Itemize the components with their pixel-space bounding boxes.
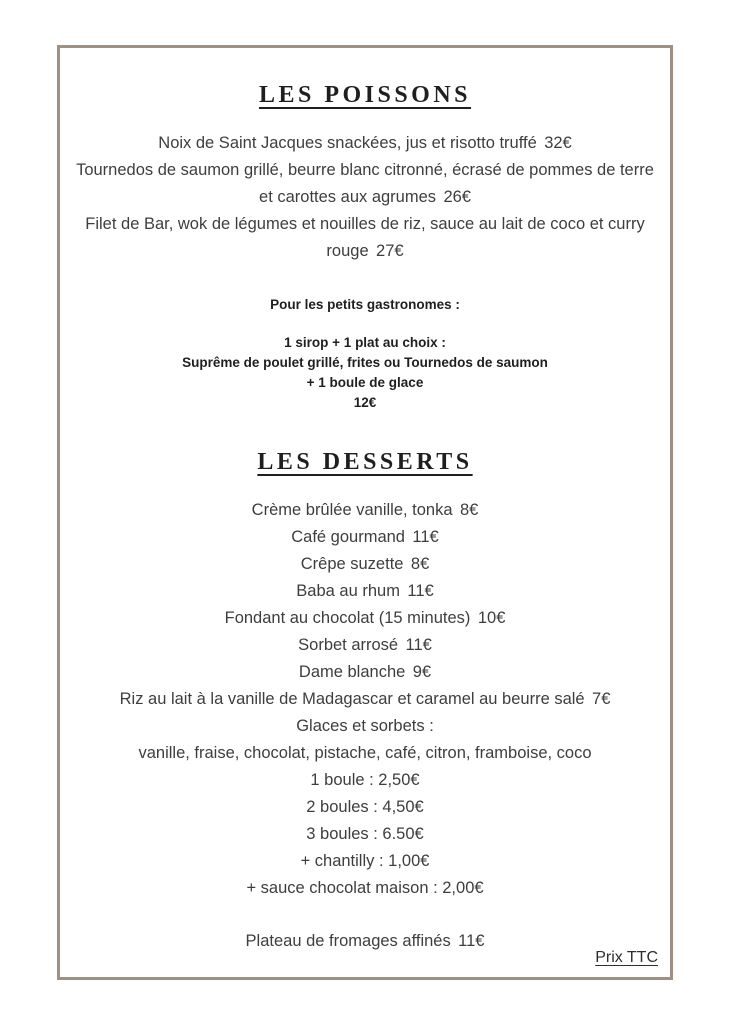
kids-menu-line: + 1 boule de glace: [306, 375, 424, 390]
menu-item-text: 2 boules : 4,50€: [306, 798, 424, 816]
menu-item-text: Sorbet arrosé: [298, 636, 399, 654]
menu-item-price: 11€: [407, 582, 434, 600]
desserts-items: [76, 497, 654, 902]
menu-item-price: 8€: [410, 555, 430, 573]
price-ttc-note: Prix TTC: [595, 949, 658, 966]
menu-item-text: Crème brûlée vanille, tonka: [251, 501, 453, 519]
menu-item: [76, 524, 654, 551]
menu-item-text: Tournedos de saumon grillé, beurre blanc citronné, écrasé de pommes de terre et carottes aux agrumes: [76, 161, 654, 206]
menu-item: [76, 821, 654, 848]
menu-item-price: 11€: [412, 528, 439, 546]
menu-item-text: Filet de Bar, wok de légumes et nouilles de riz, sauce au lait de coco et curry rouge: [85, 215, 645, 260]
menu-item-price: 7€: [592, 690, 611, 708]
kids-menu-line: 12€: [353, 395, 377, 410]
kids-menu-lines: [76, 333, 654, 413]
menu-item: [76, 848, 654, 875]
menu-item-price: 26€: [443, 188, 471, 206]
menu-item: [76, 551, 654, 578]
menu-item: [76, 578, 654, 605]
menu-item-text: Plateau de fromages affinés: [245, 932, 451, 950]
menu-item-price: 9€: [412, 663, 432, 681]
kids-menu-line: Suprême de poulet grillé, frites ou Tournedos de saumon: [182, 355, 548, 370]
menu-item: [76, 767, 654, 794]
menu-item-text: Crêpe suzette: [300, 555, 404, 573]
menu-item-text: Baba au rhum: [296, 582, 400, 600]
menu-item: [76, 686, 654, 713]
menu-item-text: + sauce chocolat maison : 2,00€: [246, 879, 484, 897]
menu-item-text: + chantilly : 1,00€: [300, 852, 430, 870]
menu-item: [76, 794, 654, 821]
menu-item-price: 8€: [459, 501, 479, 519]
section-title-desserts: LES DESSERTS: [257, 449, 473, 475]
menu-item-text: Riz au lait à la vanille de Madagascar et caramel au beurre salé: [119, 690, 585, 708]
menu-item: [76, 632, 654, 659]
menu-item: [76, 875, 654, 902]
menu-item-text: Glaces et sorbets :: [296, 717, 434, 735]
menu-item-price: 11€: [405, 636, 432, 654]
kids-menu-title: Pour les petits gastronomes :: [270, 297, 460, 312]
poissons-items: [76, 130, 654, 265]
menu-item: [76, 157, 654, 211]
menu-item: [76, 659, 654, 686]
menu-item-text: Café gourmand: [291, 528, 405, 546]
menu-item-text: Fondant au chocolat (15 minutes): [224, 609, 471, 627]
menu-item-price: 10€: [477, 609, 506, 627]
section-title-poissons: LES POISSONS: [258, 82, 472, 108]
menu-item-text: 3 boules : 6.50€: [306, 825, 424, 843]
menu-item: [76, 130, 654, 157]
menu-item-text: 1 boule : 2,50€: [310, 771, 420, 789]
menu-item-text: vanille, fraise, chocolat, pistache, café, citron, framboise, coco: [138, 744, 592, 762]
cheese-platter-item: [76, 928, 654, 955]
menu-item-price: 32€: [544, 134, 572, 152]
menu-item-text: Noix de Saint Jacques snackées, jus et risotto truffé: [158, 134, 537, 152]
kids-menu-section: [76, 295, 654, 413]
menu-item: [76, 740, 654, 767]
kids-menu-line: 1 sirop + 1 plat au choix :: [284, 335, 446, 350]
menu-item-price: 27€: [376, 242, 404, 260]
menu-item-text: Dame blanche: [298, 663, 406, 681]
menu-item: [76, 713, 654, 740]
menu-item: [76, 605, 654, 632]
menu-item: [76, 497, 654, 524]
menu-frame: [57, 45, 673, 980]
menu-item-price: 11€: [458, 932, 485, 950]
menu-item: [76, 211, 654, 265]
